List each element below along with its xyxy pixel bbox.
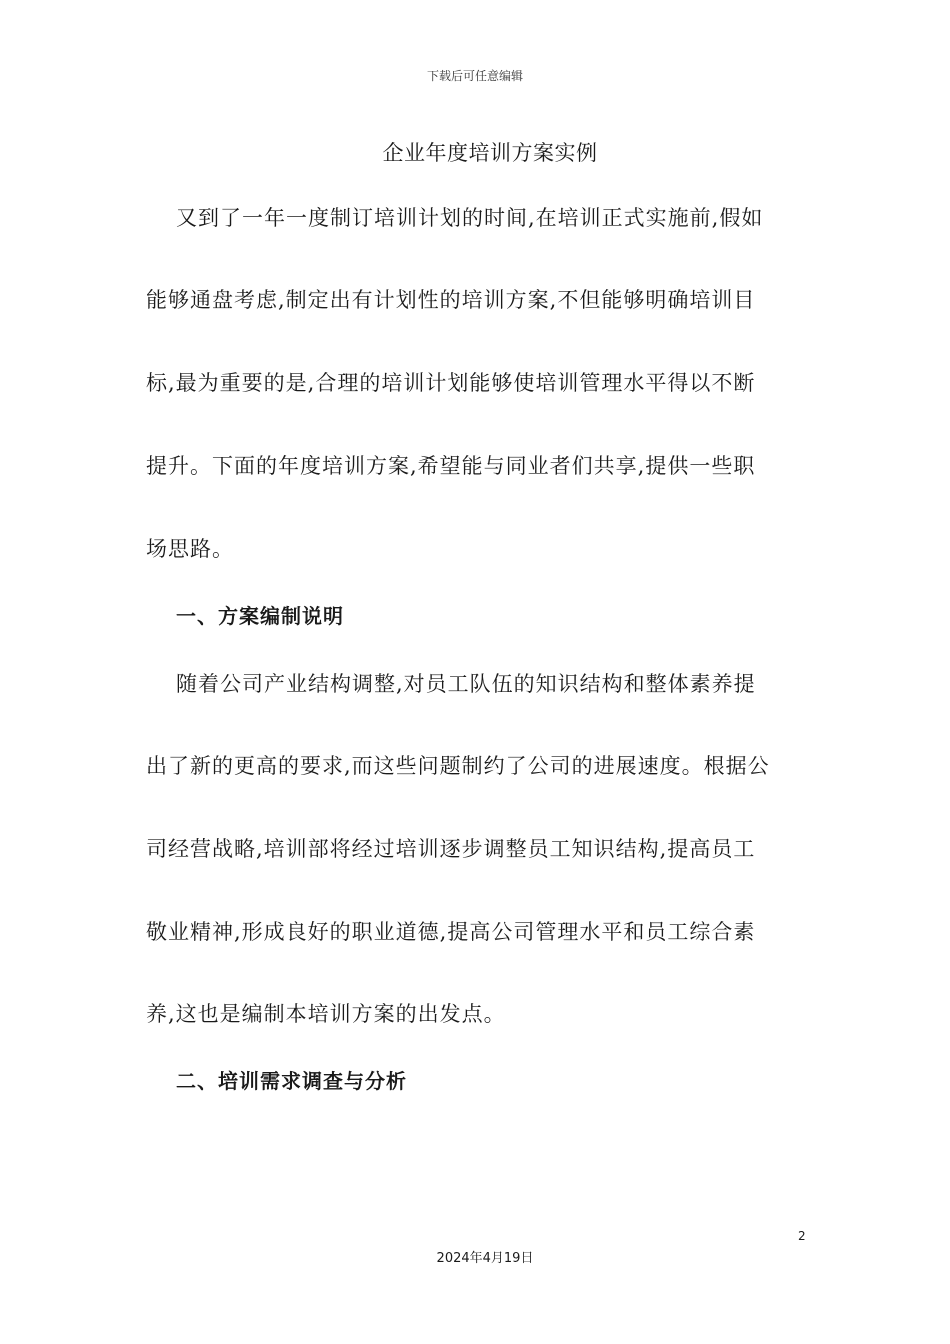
document-title: 企业年度培训方案实例	[382, 141, 598, 165]
section-1-line-2: 出了新的更高的要求,而这些问题制约了公司的进展速度。根据公	[146, 754, 770, 778]
section-2-heading: 二、培训需求调查与分析	[176, 1069, 407, 1093]
section-1-line-5: 养,这也是编制本培训方案的出发点。	[146, 1002, 506, 1026]
intro-line-3: 标,最为重要的是,合理的培训计划能够使培训管理水平得以不断	[146, 371, 756, 395]
intro-line-4: 提升。下面的年度培训方案,希望能与同业者们共享,提供一些职	[146, 454, 756, 478]
footer-date: 2024年4月19日	[436, 1251, 534, 1266]
section-1-line-1: 随着公司产业结构调整,对员工队伍的知识结构和整体素养提	[176, 672, 756, 696]
header-note: 下载后可任意编辑	[426, 69, 523, 83]
intro-line-2: 能够通盘考虑,制定出有计划性的培训方案,不但能够明确培训目	[146, 288, 756, 312]
section-1-heading: 一、方案编制说明	[176, 604, 344, 628]
intro-line-1: 又到了一年一度制订培训计划的时间,在培训正式实施前,假如	[176, 206, 764, 230]
section-1-line-3: 司经营战略,培训部将经过培训逐步调整员工知识结构,提高员工	[146, 837, 756, 861]
intro-line-5: 场思路。	[146, 537, 234, 561]
page-number: 2	[798, 1229, 806, 1243]
section-1-line-4: 敬业精神,形成良好的职业道德,提高公司管理水平和员工综合素	[146, 920, 756, 944]
